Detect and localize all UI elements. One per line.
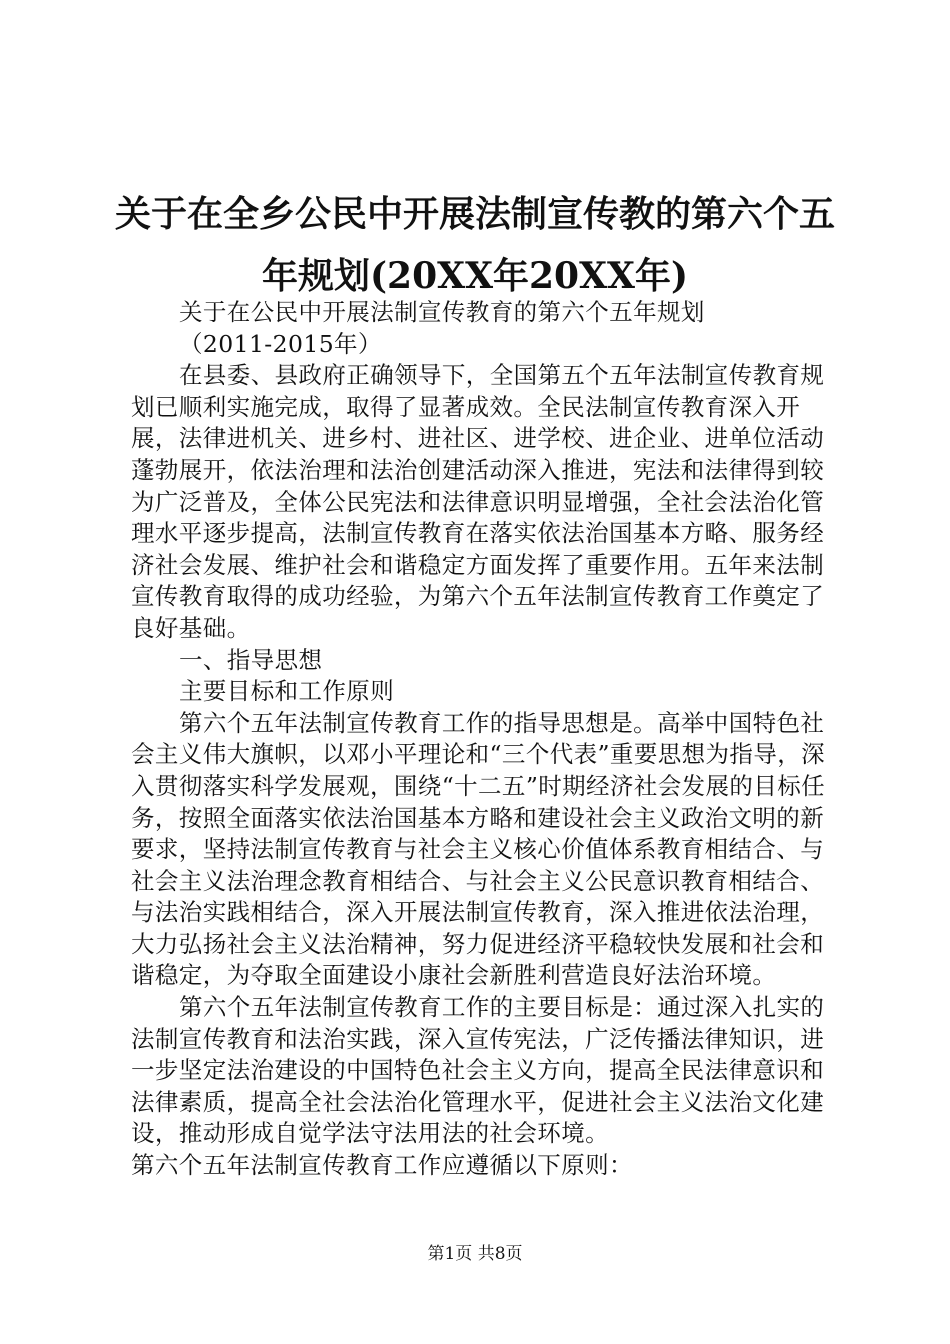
title-line-2: 年规划(20XX年20XX年) <box>262 255 688 297</box>
title-line-1: 关于在全乡公民中开展法制宣传教的第六个五 <box>114 193 835 235</box>
paragraph-main-goals: 第六个五年法制宣传教育工作的主要目标是：通过深入扎实的法制宣传教育和法治实践，深入宣传宪法，广泛传播法律知识，进一步坚定法治建设的中国特色社会主义方向，提高全民法律意识和法律素质，提高全社会法治化管理水平，促进社会主义法治文化建设，推动形成自觉学法守法用法的社会环境。 <box>131 993 825 1148</box>
paragraph-principles-intro: 第六个五年法制宣传教育工作应遵循以下原则： <box>131 1151 633 1180</box>
document-body <box>131 297 831 1182</box>
paragraph-intro: 在县委、县政府正确领导下，全国第五个五年法制宣传教育规划已顺利实施完成，取得了显著成效。全民法制宣传教育深入开展，法律进机关、进乡村、进社区、进学校、进企业、进单位活动蓬勃展开，依法治理和法治创建活动深入推进，宪法和法律得到较为广泛普及，全体公民宪法和法律意识明显增强，全社会法治化管理水平逐步提高，法制宣传教育在落实依法治国基本方略、服务经济社会发展、维护社会和谐稳定方面发挥了重要作用。五年来法制宣传教育取得的成功经验，为第六个五年法制宣传教育工作奠定了良好基础。 <box>131 361 825 642</box>
document-title <box>100 183 850 307</box>
paragraph-guiding-thought: 第六个五年法制宣传教育工作的指导思想是。高举中国特色社会主义伟大旗帜，以邓小平理论和“三个代表”重要思想为指导，深入贯彻落实科学发展观，围绕“十二五”时期经济社会发展的目标任务，按照全面落实依法治国基本方略和建设社会主义政治文明的新要求，坚持法制宣传教育与社会主义核心价值体系教育相结合、与社会主义法治理念教育相结合、与社会主义公民意识教育相结合、与法治实践相结合，深入开展法制宣传教育，深入推进依法治理，大力弘扬社会主义法治精神，努力促进经济平稳较快发展和社会和谐稳定，为夺取全面建设小康社会新胜利营造良好法治环境。 <box>131 708 826 990</box>
subtitle-line-2: （2011-2015年） <box>179 329 382 358</box>
section-heading-goals-principles: 主要目标和工作原则 <box>179 677 395 706</box>
subtitle-line-1: 关于在公民中开展法制宣传教育的第六个五年规划 <box>179 298 705 326</box>
page-number-footer: 第1页 共8页 <box>427 1244 523 1264</box>
section-heading-guiding-thought: 一、指导思想 <box>179 645 323 674</box>
